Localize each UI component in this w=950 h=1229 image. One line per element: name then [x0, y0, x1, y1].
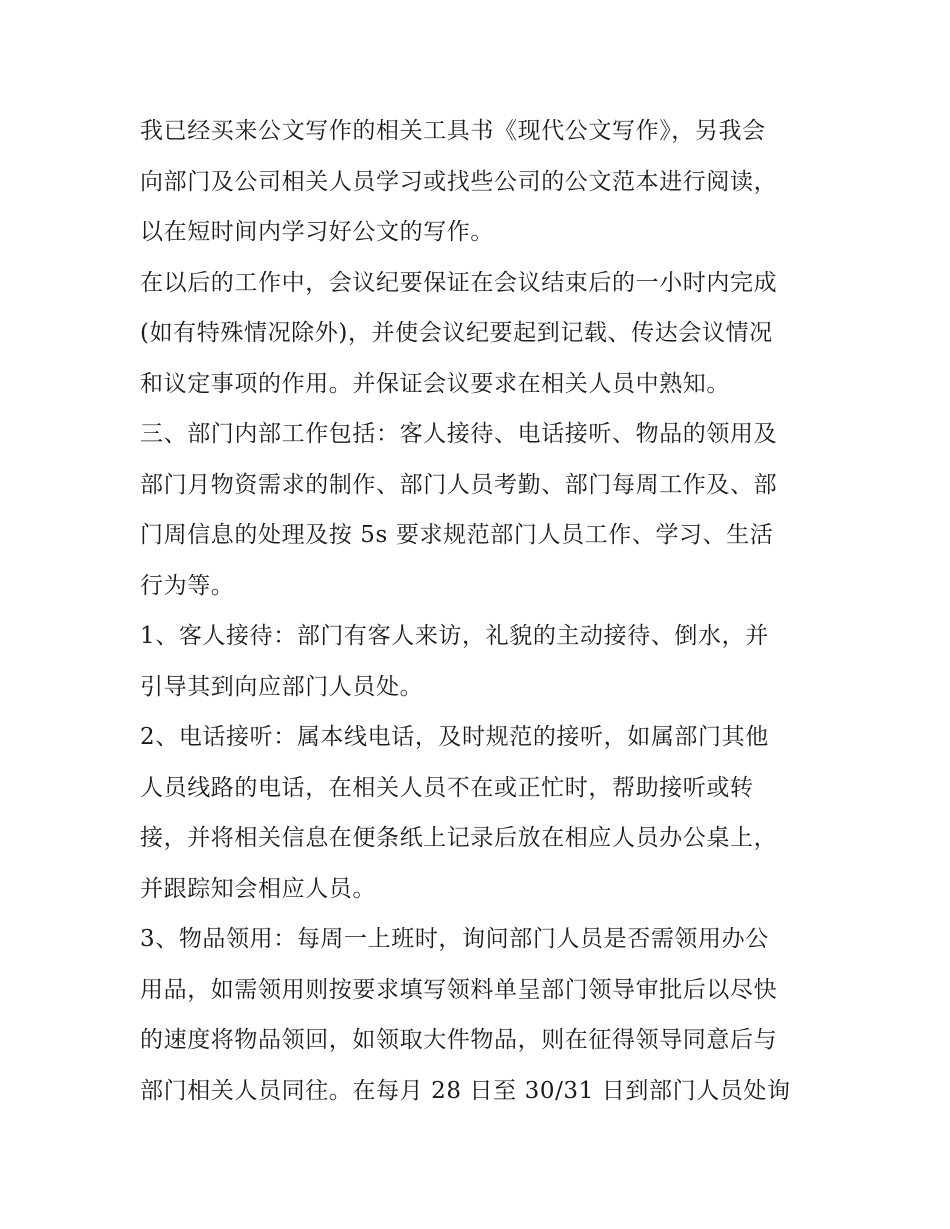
document-body: [140, 106, 820, 1116]
text-line: 部门相关人员同往。在每月 28 日至 30/31 日到部门人员处询: [140, 1077, 791, 1104]
text-line: 接，并将相关信息在便条纸上记录后放在相应人员办公桌上，: [140, 825, 778, 851]
text-line: 和议定事项的作用。并保证会议要求在相关人员中熟知。: [140, 370, 730, 397]
text-line: 部门月物资需求的制作、部门人员考勤、部门每周工作及、部: [140, 471, 778, 498]
text-line: (如有特殊情况除外)，并使会议纪要起到记载、传达会议情况: [140, 320, 773, 346]
text-line: 引导其到向应部门人员处。: [140, 673, 424, 700]
paragraph-phone-answering: [140, 712, 820, 914]
text-line: 的速度将物品领回，如领取大件物品，则在征得领导同意后与: [140, 1027, 778, 1053]
text-line: 1、客人接待：部门有客人来访，礼貌的主动接待、倒水，并: [140, 623, 769, 649]
text-line: 2、电话接听：属本线电话，及时规范的接听，如属部门其他: [140, 724, 769, 750]
paragraph-section-three: [140, 409, 820, 611]
text-line: 人员线路的电话，在相关人员不在或正忙时，帮助接听或转: [140, 774, 754, 801]
text-line: 向部门及公司相关人员学习或找些公司的公文范本进行阅读，: [140, 168, 778, 195]
text-line: 三、部门内部工作包括：客人接待、电话接听、物品的领用及: [140, 421, 778, 447]
text-line: 并跟踪知会相应人员。: [140, 875, 376, 902]
text-line: 我已经买来公文写作的相关工具书《现代公文写作》，另我会: [140, 118, 766, 144]
paragraph-reference-book: [140, 106, 820, 258]
paragraph-guest-reception: [140, 611, 820, 712]
text-line: 用品，如需领用则按要求填写领料单呈部门领导审批后以尽快: [140, 976, 778, 1003]
paragraph-meeting-minutes: [140, 258, 820, 410]
text-line: 以在短时间内学习好公文的写作。: [140, 219, 494, 245]
paragraph-supplies-requisition: [140, 914, 820, 1116]
text-line: 3、物品领用：每周一上班时，询问部门人员是否需领用办公: [140, 926, 769, 952]
text-line: 行为等。: [140, 572, 235, 599]
text-line: 门周信息的处理及按 5s 要求规范部门人员工作、学习、生活: [140, 522, 774, 548]
text-line: 在以后的工作中，会议纪要保证在会议结束后的一小时内完成: [140, 269, 778, 296]
